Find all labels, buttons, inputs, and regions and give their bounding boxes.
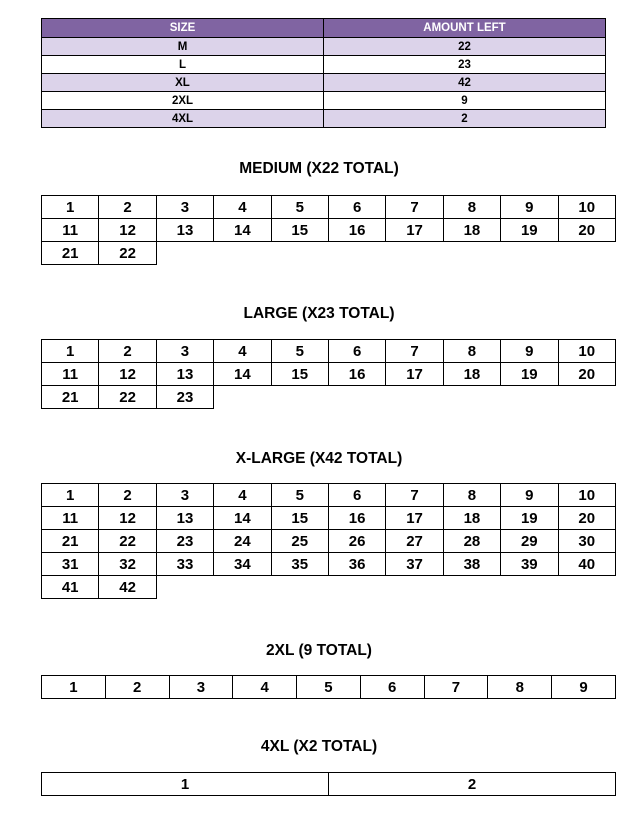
grid-cell: 15	[271, 219, 328, 242]
grid-empty-cell	[156, 576, 213, 599]
grid-cell: 22	[99, 530, 156, 553]
summary-row	[42, 38, 606, 56]
medium-section-title: MEDIUM (X22 TOTAL)	[239, 160, 399, 177]
grid-cell: 42	[99, 576, 156, 599]
grid-cell: 1	[42, 676, 106, 699]
grid-row	[42, 242, 616, 265]
grid-cell: 21	[42, 530, 99, 553]
grid-empty-cell	[271, 386, 328, 409]
grid-row	[42, 484, 616, 507]
grid-cell: 26	[328, 530, 385, 553]
size-cell: M	[42, 38, 324, 56]
size-column-header: SIZE	[42, 19, 324, 38]
grid-cell: 8	[443, 196, 500, 219]
amount-cell: 42	[324, 74, 606, 92]
grid-empty-cell	[328, 242, 385, 265]
grid-cell: 23	[156, 530, 213, 553]
grid-empty-cell	[156, 242, 213, 265]
grid-cell: 9	[501, 484, 558, 507]
grid-cell: 2	[329, 773, 616, 796]
grid-cell: 9	[552, 676, 616, 699]
summary-row	[42, 56, 606, 74]
xlarge-section-title: X-LARGE (X42 TOTAL)	[235, 450, 403, 467]
grid-cell: 4	[214, 196, 271, 219]
summary-row	[42, 92, 606, 110]
grid-cell: 8	[443, 484, 500, 507]
grid-row	[42, 576, 616, 599]
grid-empty-cell	[443, 386, 500, 409]
grid-cell: 9	[501, 340, 558, 363]
large-section-title: LARGE (X23 TOTAL)	[243, 305, 395, 322]
grid-cell: 19	[501, 507, 558, 530]
grid-cell: 6	[328, 340, 385, 363]
size-cell: 2XL	[42, 92, 324, 110]
grid-cell: 2	[105, 676, 169, 699]
grid-cell: 10	[558, 484, 615, 507]
grid-cell: 9	[501, 196, 558, 219]
grid-cell: 18	[443, 507, 500, 530]
grid-cell: 20	[558, 219, 615, 242]
grid-cell: 37	[386, 553, 443, 576]
xlarge-number-grid	[41, 483, 616, 599]
grid-empty-cell	[558, 242, 615, 265]
amount-left-column-header: AMOUNT LEFT	[324, 19, 606, 38]
grid-cell: 17	[386, 219, 443, 242]
grid-cell: 29	[501, 530, 558, 553]
grid-row	[42, 219, 616, 242]
grid-cell: 1	[42, 340, 99, 363]
grid-cell: 6	[328, 484, 385, 507]
size-cell: 4XL	[42, 110, 324, 128]
grid-cell: 4	[233, 676, 297, 699]
grid-row	[42, 530, 616, 553]
grid-cell: 35	[271, 553, 328, 576]
grid-empty-cell	[501, 242, 558, 265]
grid-empty-cell	[214, 576, 271, 599]
grid-cell: 10	[558, 196, 615, 219]
grid-row	[42, 507, 616, 530]
grid-cell: 21	[42, 242, 99, 265]
grid-cell: 20	[558, 507, 615, 530]
grid-cell: 1	[42, 196, 99, 219]
grid-cell: 27	[386, 530, 443, 553]
grid-row	[42, 340, 616, 363]
grid-cell: 4	[214, 484, 271, 507]
grid-empty-cell	[271, 576, 328, 599]
grid-cell: 5	[297, 676, 361, 699]
grid-cell: 15	[271, 507, 328, 530]
size-summary-table	[41, 18, 606, 128]
grid-cell: 40	[558, 553, 615, 576]
grid-cell: 3	[156, 196, 213, 219]
grid-cell: 2	[99, 484, 156, 507]
size-cell: XL	[42, 74, 324, 92]
grid-empty-cell	[443, 576, 500, 599]
grid-row	[42, 553, 616, 576]
grid-cell: 19	[501, 219, 558, 242]
grid-cell: 31	[42, 553, 99, 576]
grid-cell: 36	[328, 553, 385, 576]
grid-cell: 5	[271, 484, 328, 507]
grid-cell: 6	[328, 196, 385, 219]
grid-cell: 1	[42, 773, 329, 796]
grid-cell: 18	[443, 363, 500, 386]
grid-cell: 10	[558, 340, 615, 363]
grid-cell: 13	[156, 219, 213, 242]
grid-cell: 33	[156, 553, 213, 576]
amount-cell: 9	[324, 92, 606, 110]
summary-row	[42, 74, 606, 92]
amount-cell: 22	[324, 38, 606, 56]
grid-row	[42, 363, 616, 386]
large-number-grid	[41, 339, 616, 409]
grid-empty-cell	[501, 386, 558, 409]
grid-cell: 22	[99, 386, 156, 409]
grid-cell: 15	[271, 363, 328, 386]
grid-cell: 11	[42, 507, 99, 530]
grid-cell: 21	[42, 386, 99, 409]
grid-cell: 17	[386, 363, 443, 386]
grid-cell: 5	[271, 340, 328, 363]
amount-cell: 2	[324, 110, 606, 128]
grid-cell: 7	[386, 484, 443, 507]
grid-cell: 28	[443, 530, 500, 553]
grid-cell: 12	[99, 219, 156, 242]
grid-empty-cell	[214, 386, 271, 409]
amount-cell: 23	[324, 56, 606, 74]
grid-cell: 3	[156, 340, 213, 363]
2xl-section-title: 2XL (9 TOTAL)	[266, 642, 372, 659]
grid-cell: 12	[99, 363, 156, 386]
grid-cell: 8	[443, 340, 500, 363]
grid-cell: 7	[386, 340, 443, 363]
grid-cell: 14	[214, 363, 271, 386]
grid-empty-cell	[443, 242, 500, 265]
grid-cell: 11	[42, 219, 99, 242]
grid-cell: 20	[558, 363, 615, 386]
4xl-section-title: 4XL (X2 TOTAL)	[260, 738, 378, 755]
grid-cell: 14	[214, 219, 271, 242]
grid-cell: 13	[156, 507, 213, 530]
summary-row	[42, 110, 606, 128]
summary-header-row	[42, 19, 606, 38]
grid-cell: 11	[42, 363, 99, 386]
grid-empty-cell	[328, 576, 385, 599]
medium-number-grid	[41, 195, 616, 265]
grid-cell: 3	[169, 676, 233, 699]
grid-cell: 18	[443, 219, 500, 242]
grid-cell: 19	[501, 363, 558, 386]
2xl-number-grid	[41, 675, 616, 699]
grid-cell: 24	[214, 530, 271, 553]
grid-row	[42, 773, 616, 796]
grid-cell: 34	[214, 553, 271, 576]
grid-cell: 2	[99, 340, 156, 363]
grid-cell: 7	[424, 676, 488, 699]
grid-cell: 7	[386, 196, 443, 219]
grid-empty-cell	[558, 576, 615, 599]
size-cell: L	[42, 56, 324, 74]
grid-empty-cell	[558, 386, 615, 409]
grid-empty-cell	[271, 242, 328, 265]
grid-cell: 4	[214, 340, 271, 363]
grid-row	[42, 196, 616, 219]
grid-row	[42, 676, 616, 699]
grid-empty-cell	[386, 576, 443, 599]
grid-cell: 41	[42, 576, 99, 599]
4xl-number-grid	[41, 772, 616, 796]
grid-cell: 16	[328, 363, 385, 386]
grid-cell: 12	[99, 507, 156, 530]
grid-empty-cell	[214, 242, 271, 265]
grid-cell: 3	[156, 484, 213, 507]
grid-cell: 6	[360, 676, 424, 699]
grid-cell: 8	[488, 676, 552, 699]
grid-cell: 14	[214, 507, 271, 530]
grid-cell: 25	[271, 530, 328, 553]
grid-empty-cell	[386, 242, 443, 265]
grid-cell: 2	[99, 196, 156, 219]
grid-cell: 17	[386, 507, 443, 530]
grid-cell: 39	[501, 553, 558, 576]
grid-cell: 13	[156, 363, 213, 386]
grid-cell: 1	[42, 484, 99, 507]
grid-cell: 16	[328, 507, 385, 530]
grid-row	[42, 386, 616, 409]
grid-empty-cell	[386, 386, 443, 409]
grid-cell: 16	[328, 219, 385, 242]
grid-cell: 23	[156, 386, 213, 409]
grid-empty-cell	[328, 386, 385, 409]
grid-empty-cell	[501, 576, 558, 599]
grid-cell: 5	[271, 196, 328, 219]
grid-cell: 22	[99, 242, 156, 265]
grid-cell: 38	[443, 553, 500, 576]
grid-cell: 32	[99, 553, 156, 576]
grid-cell: 30	[558, 530, 615, 553]
